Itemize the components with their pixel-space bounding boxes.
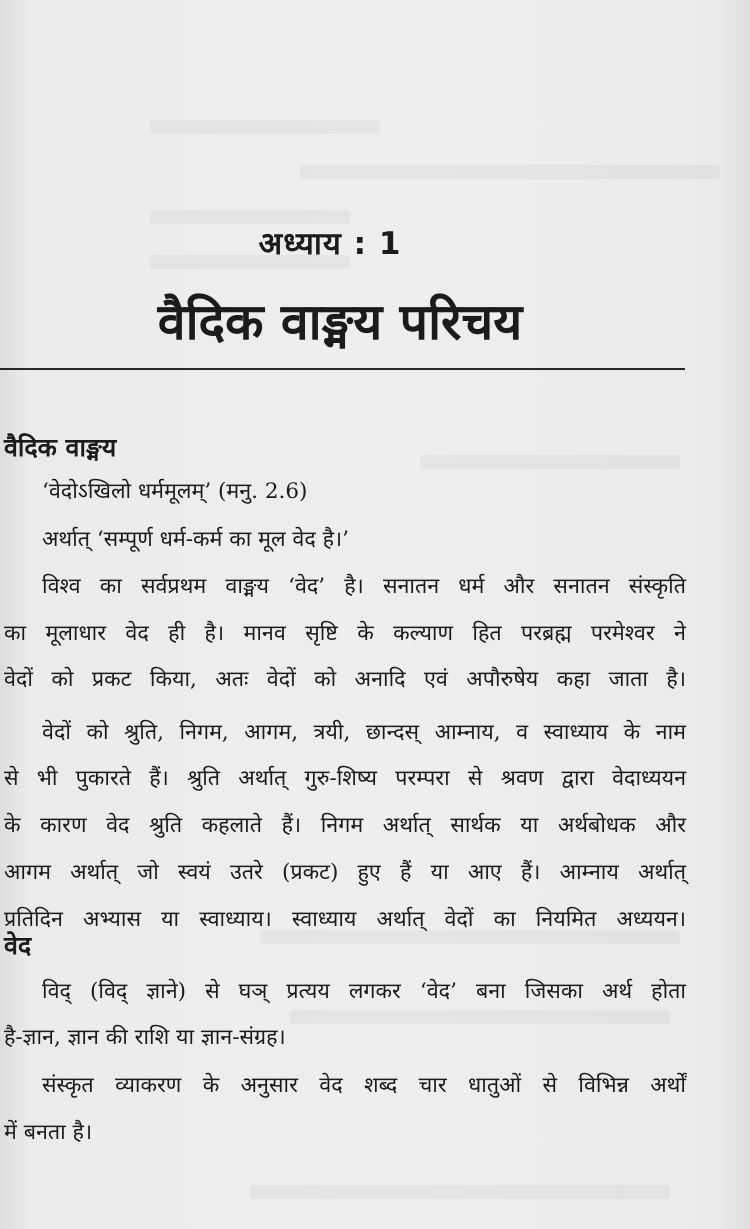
paragraph-line: संस्कृत व्याकरण के अनुसार वेद शब्द चार धातुओं से विभिन्न अर्थों bbox=[42, 1073, 686, 1098]
paragraph-line: विद् (विद् ज्ञाने) से घञ् प्रत्यय लगकर ‘वेद’ बना जिसका अर्थ होता bbox=[42, 979, 686, 1004]
bleed-through bbox=[150, 120, 380, 134]
section-heading: वेद bbox=[4, 931, 32, 960]
bleed-through bbox=[300, 165, 720, 179]
section-heading: वैदिक वाङ्मय bbox=[4, 433, 117, 462]
paragraph-line: है-ज्ञान, ज्ञान की राशि या ज्ञान-संग्रह। bbox=[4, 1025, 286, 1050]
chapter-title: वैदिक वाङ्मय परिचय bbox=[157, 293, 523, 351]
paragraph-line: के कारण वेद श्रुति कहलाते हैं। निगम अर्थात् सार्थक या अर्थबोधक और bbox=[4, 813, 686, 838]
paragraph-line: में बनता है। bbox=[4, 1120, 93, 1145]
bleed-through bbox=[290, 1010, 670, 1024]
bleed-through bbox=[250, 1185, 670, 1199]
title-divider bbox=[0, 368, 685, 370]
paragraph-line: विश्व का सर्वप्रथम वाङ्मय ‘वेद’ है। सनातन धर्म और सनातन संस्कृति bbox=[42, 574, 686, 599]
bleed-through bbox=[420, 455, 680, 469]
quote-meaning-line: अर्थात् ‘सम्पूर्ण धर्म-कर्म का मूल वेद है।’ bbox=[42, 527, 349, 552]
paragraph-line: वेदों को श्रुति, निगम, आगम, त्रयी, छान्दस् आम्नाय, व स्वाध्याय के नाम bbox=[42, 720, 686, 745]
paragraph-line: प्रतिदिन अभ्यास या स्वाध्याय। स्वाध्याय अर्थात् वेदों का नियमित अध्ययन। bbox=[4, 907, 686, 932]
paragraph-line: आगम अर्थात् जो स्वयं उतरे (प्रकट) हुए हैं या आए हैं। आम्नाय अर्थात् bbox=[4, 860, 686, 885]
quote-line: ‘वेदोऽखिलो धर्ममूलम्’ (मनु. 2.6) bbox=[42, 479, 308, 504]
paragraph-line: वेदों को प्रकट किया, अतः वेदों को अनादि एवं अपौरुषेय कहा जाता है। bbox=[4, 667, 686, 692]
paragraph-line: का मूलाधार वेद ही है। मानव सृष्टि के कल्याण हित परब्रह्म परमेश्वर ने bbox=[4, 621, 686, 646]
paragraph-line: से भी पुकारते हैं। श्रुति अर्थात् गुरु-शिष्य परम्परा से श्रवण द्वारा वेदाध्ययन bbox=[4, 766, 686, 791]
chapter-number: अध्याय : 1 bbox=[258, 226, 402, 262]
